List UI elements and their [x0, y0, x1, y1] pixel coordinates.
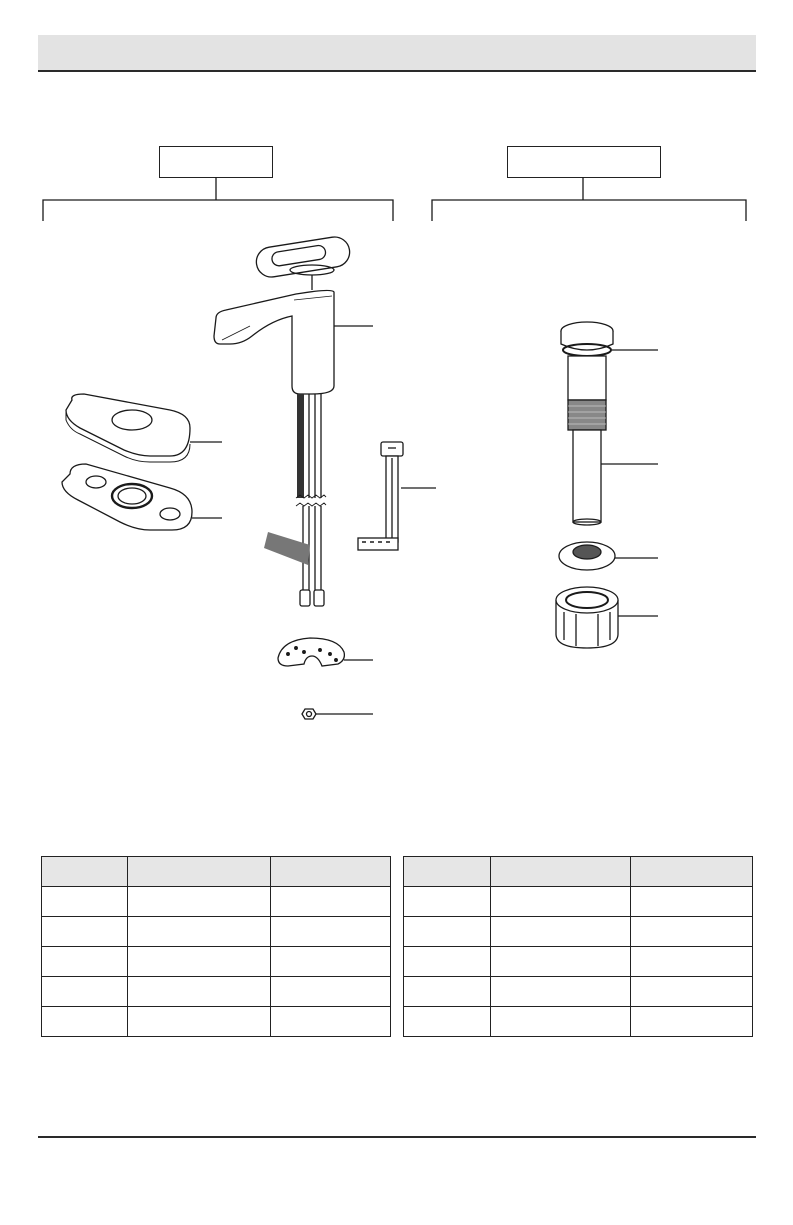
faucet-icon — [214, 235, 373, 606]
table-cell — [271, 947, 391, 977]
table-row — [404, 917, 753, 947]
table-cell — [631, 1007, 753, 1037]
drain-body-icon — [568, 356, 658, 525]
parts-table-right — [403, 856, 753, 1037]
table-cell — [490, 1007, 631, 1037]
deck-gasket-icon — [62, 464, 222, 530]
table-cell — [42, 1007, 128, 1037]
column-header-description — [490, 857, 631, 887]
table-cell — [271, 977, 391, 1007]
column-header-part — [42, 857, 128, 887]
table-cell — [271, 917, 391, 947]
flange-gasket-icon — [559, 542, 658, 570]
table-cell — [127, 947, 271, 977]
table-row — [404, 1007, 753, 1037]
table-cell — [127, 887, 271, 917]
pop-up-stopper-icon — [561, 322, 658, 356]
parts-table-left — [41, 856, 391, 1037]
deck-plate-icon — [66, 394, 222, 462]
table-row — [404, 977, 753, 1007]
table-row — [42, 1007, 391, 1037]
table-cell — [404, 947, 491, 977]
table-cell — [271, 1007, 391, 1037]
table-cell — [490, 977, 631, 1007]
table-cell — [404, 977, 491, 1007]
table-cell — [42, 977, 128, 1007]
table-header-row — [404, 857, 753, 887]
footer-rule — [38, 1136, 756, 1138]
table-cell — [404, 917, 491, 947]
table-cell — [42, 947, 128, 977]
mounting-nut-icon — [302, 709, 373, 719]
column-header-part — [404, 857, 491, 887]
bracket-right — [432, 177, 746, 221]
table-cell — [490, 917, 631, 947]
table-cell — [631, 887, 753, 917]
table-row — [42, 947, 391, 977]
bracket-left — [43, 177, 393, 221]
table-cell — [127, 977, 271, 1007]
column-header-quantity — [631, 857, 753, 887]
table-cell — [490, 947, 631, 977]
table-header-row — [42, 857, 391, 887]
table-cell — [127, 917, 271, 947]
table-cell — [631, 947, 753, 977]
table-cell — [404, 887, 491, 917]
table-cell — [490, 887, 631, 917]
installation-tool-icon — [358, 442, 436, 550]
table-cell — [631, 977, 753, 1007]
table-row — [404, 947, 753, 977]
table-row — [404, 887, 753, 917]
table-cell — [127, 1007, 271, 1037]
column-header-quantity — [271, 857, 391, 887]
table-cell — [404, 1007, 491, 1037]
table-cell — [271, 887, 391, 917]
table-cell — [42, 917, 128, 947]
drain-nut-icon — [556, 587, 658, 648]
table-row — [42, 917, 391, 947]
table-row — [42, 977, 391, 1007]
mounting-bracket-icon — [278, 638, 373, 666]
table-row — [42, 887, 391, 917]
table-cell — [631, 917, 753, 947]
table-cell — [42, 887, 128, 917]
column-header-description — [127, 857, 271, 887]
